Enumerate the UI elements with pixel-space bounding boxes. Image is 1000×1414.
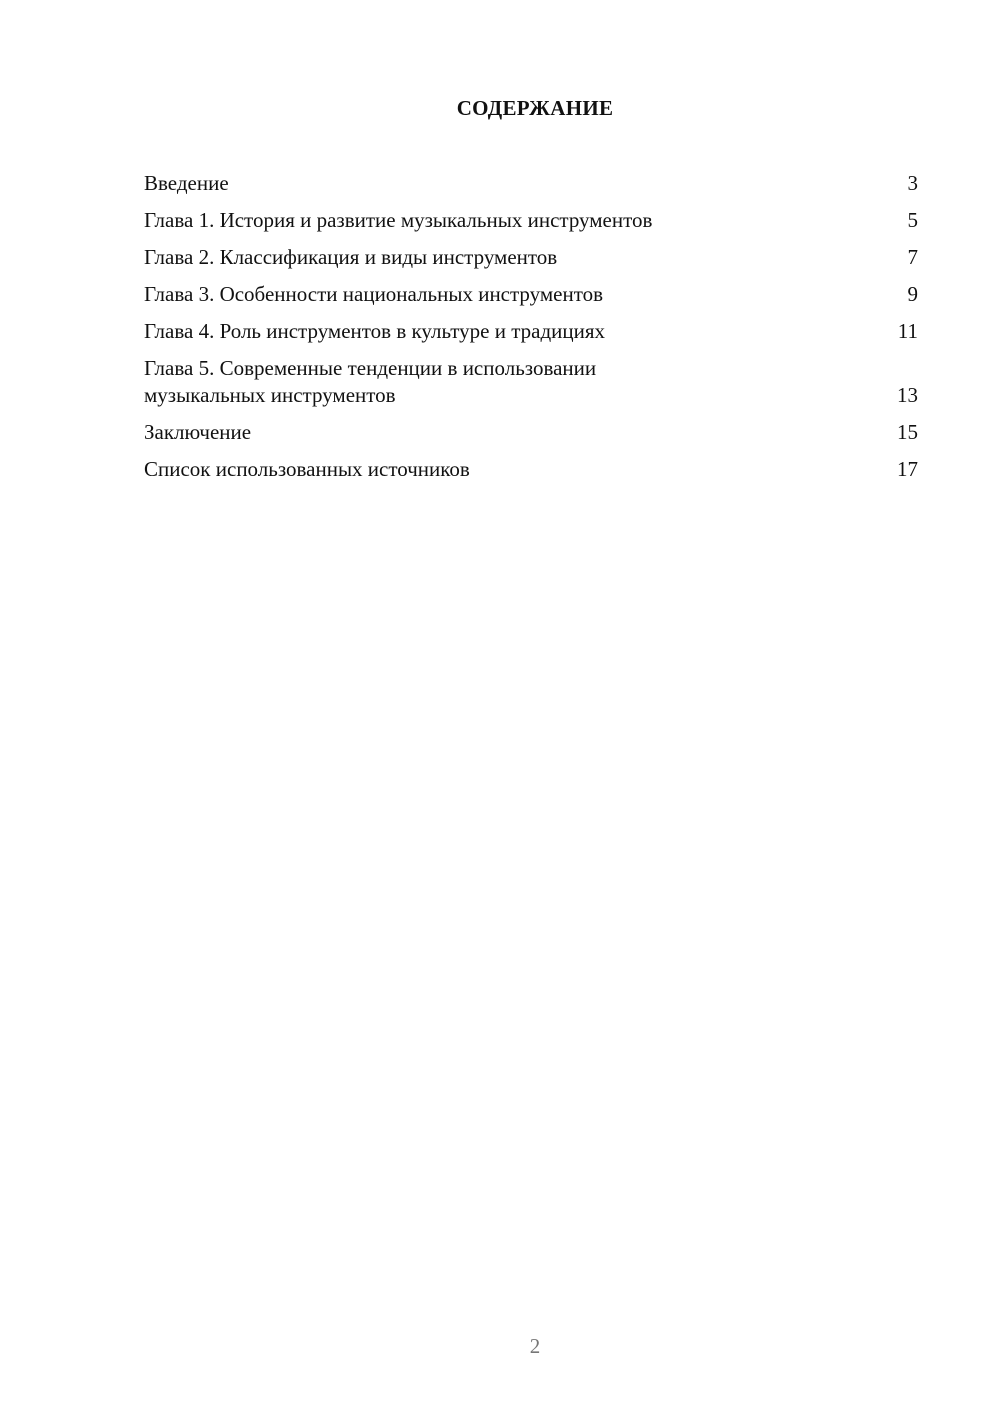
toc-entry-page-number: 15 xyxy=(897,420,918,444)
toc-entry-label xyxy=(144,244,858,271)
toc-entry-line: музыкальных инструментов xyxy=(144,383,396,407)
toc-entry-label xyxy=(144,318,858,345)
toc-entry-label xyxy=(144,355,858,409)
toc-entry-line: Введение xyxy=(144,171,229,195)
toc-entry-page-number: 7 xyxy=(907,245,918,269)
toc-entry-line: Глава 5. Современные тенденции в использовании xyxy=(144,356,597,380)
toc-entry-label xyxy=(144,281,858,308)
toc-entry-line: Заключение xyxy=(144,420,252,444)
toc-entry-label xyxy=(144,207,858,234)
toc-entry-page-number: 9 xyxy=(907,282,918,306)
toc-entry-page-number: 5 xyxy=(907,208,918,232)
toc-entry-line: Глава 1. История и развитие музыкальных инструментов xyxy=(144,208,653,232)
toc-entry-label xyxy=(144,419,858,446)
toc-entry-page-number: 11 xyxy=(897,319,918,343)
toc-entry-references xyxy=(144,456,918,483)
toc-entry-chapter-5 xyxy=(144,355,918,409)
toc-entry-line: Список использованных источников xyxy=(144,457,470,481)
toc-title: СОДЕРЖАНИЕ xyxy=(456,96,614,120)
toc-entry-page-number: 13 xyxy=(897,383,918,407)
toc-entry-label xyxy=(144,170,858,197)
page-number: 2 xyxy=(529,1334,541,1358)
toc-entry-label xyxy=(144,456,858,483)
toc-entry-chapter-1 xyxy=(144,207,918,234)
toc-entry-chapter-2 xyxy=(144,244,918,271)
toc-entry-line: Глава 2. Классификация и виды инструментов xyxy=(144,245,558,269)
toc-entry-conclusion xyxy=(144,419,918,446)
table-of-contents xyxy=(144,170,918,493)
toc-entry-introduction xyxy=(144,170,918,197)
toc-entry-chapter-3 xyxy=(144,281,918,308)
toc-entry-page-number: 3 xyxy=(907,171,918,195)
toc-entry-line: Глава 4. Роль инструментов в культуре и традициях xyxy=(144,319,606,343)
toc-entry-chapter-4 xyxy=(144,318,918,345)
toc-entry-page-number: 17 xyxy=(897,457,918,481)
toc-entry-line: Глава 3. Особенности национальных инструментов xyxy=(144,282,604,306)
